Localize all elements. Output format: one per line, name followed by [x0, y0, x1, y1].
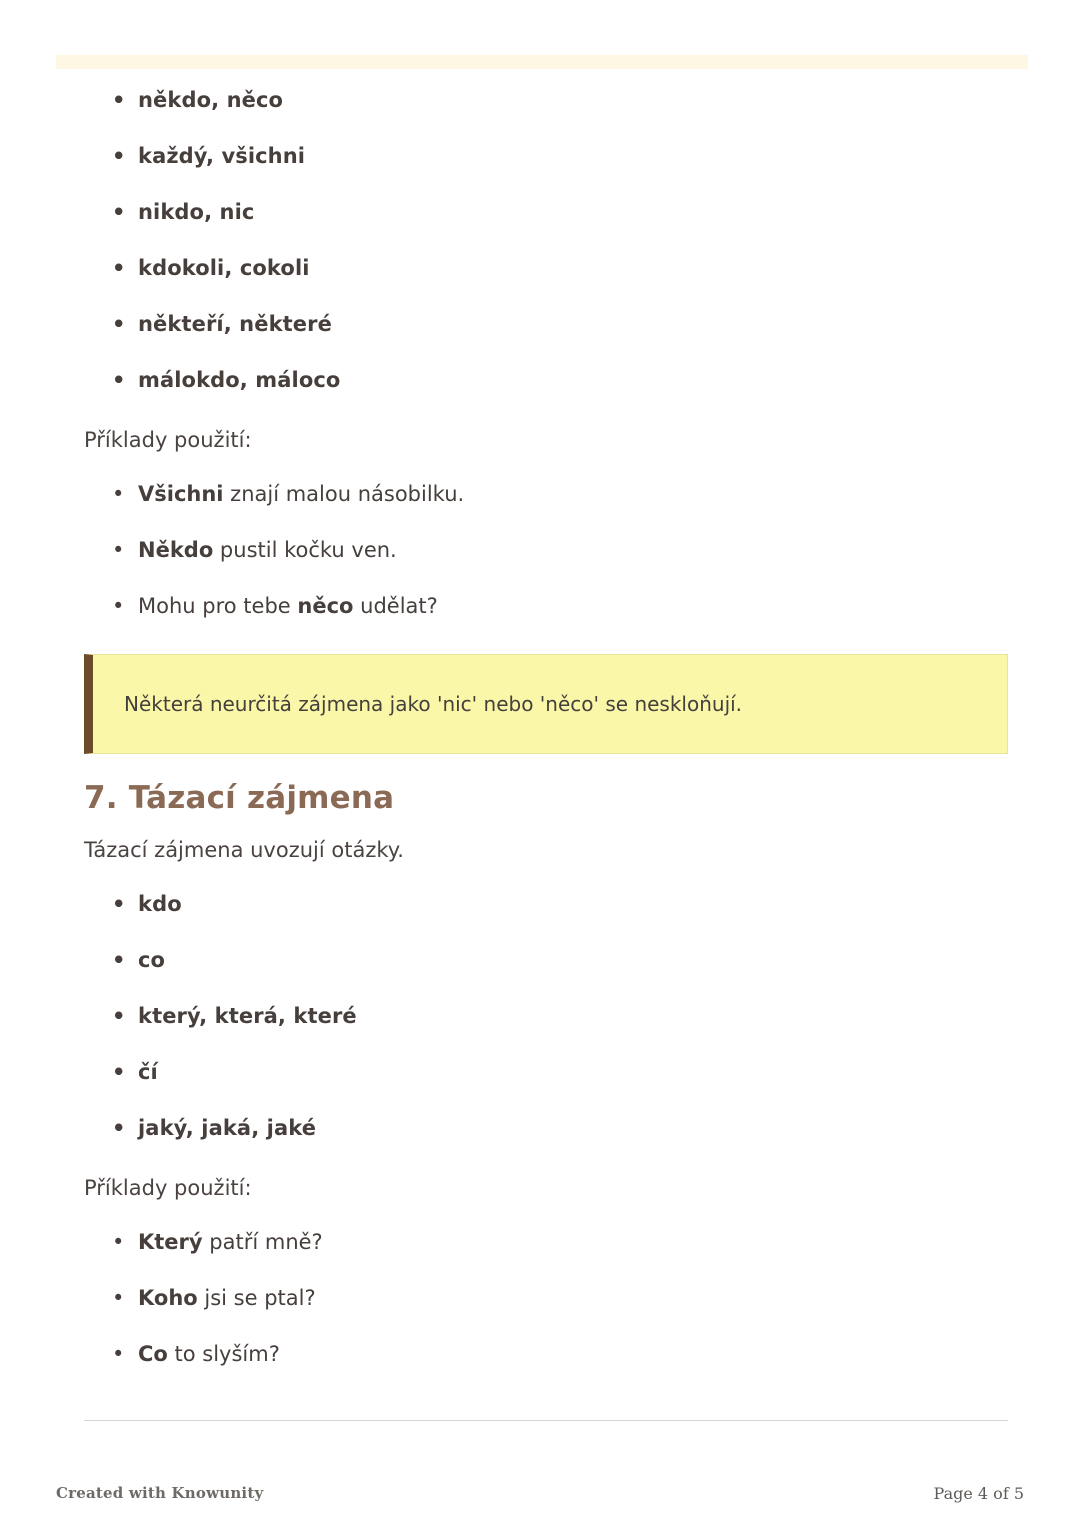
- examples-label-interrogative: Příklady použití:: [84, 1176, 252, 1200]
- list-item: [112, 932, 1008, 988]
- bullet-icon: •: [112, 368, 126, 392]
- examples-label-indefinite: Příklady použití:: [84, 428, 252, 452]
- example-text: pustil kočku ven.: [213, 538, 397, 562]
- example-text: znají malou násobilku.: [223, 482, 465, 506]
- footer-divider: [84, 1420, 1008, 1421]
- example-text: udělat?: [353, 594, 438, 618]
- list-item-label: který, která, které: [138, 1004, 357, 1028]
- list-item-label: málokdo, máloco: [138, 368, 341, 392]
- list-item-label: nikdo, nic: [138, 200, 255, 224]
- list-item-label: čí: [138, 1060, 158, 1084]
- footer-page-number: Page 4 of 5: [933, 1483, 1024, 1503]
- list-item-label: jaký, jaká, jaké: [138, 1116, 317, 1140]
- list-item-label: kdo: [138, 892, 182, 916]
- bullet-icon: •: [112, 1116, 126, 1140]
- list-item: [112, 1270, 1008, 1326]
- indefinite-examples-list: [84, 466, 1008, 634]
- bullet-icon: •: [112, 1004, 126, 1028]
- example-text-lead: Mohu pro tebe: [138, 594, 298, 618]
- example-keyword: něco: [297, 594, 354, 618]
- list-item: [112, 184, 1008, 240]
- page-footer: [56, 1481, 1024, 1505]
- list-item: [112, 1214, 1008, 1270]
- example-keyword: Který: [138, 1230, 203, 1254]
- list-item: [112, 988, 1008, 1044]
- list-item: [112, 1326, 1008, 1382]
- list-item-label: někdo, něco: [138, 88, 284, 112]
- list-item: [112, 72, 1008, 128]
- bullet-icon: •: [112, 256, 126, 280]
- footer-attribution: Created with Knowunity: [56, 1484, 264, 1502]
- bullet-icon: •: [112, 1060, 126, 1084]
- note-callout-text: Některá neurčitá zájmena jako 'nic' nebo 'něco' se neskloňují.: [124, 692, 743, 716]
- list-item: [112, 466, 1008, 522]
- list-item: [112, 578, 1008, 634]
- list-item-label: každý, všichni: [138, 144, 306, 168]
- bullet-icon: •: [112, 538, 125, 562]
- example-text: jsi se ptal?: [197, 1286, 316, 1310]
- bullet-icon: •: [112, 200, 126, 224]
- example-text: patří mně?: [202, 1230, 323, 1254]
- list-item-label: někteří, některé: [138, 312, 332, 336]
- list-item: [112, 1100, 1008, 1156]
- bullet-icon: •: [112, 144, 126, 168]
- list-item: [112, 240, 1008, 296]
- example-keyword: Koho: [138, 1286, 198, 1310]
- bullet-icon: •: [112, 482, 125, 506]
- section-intro-text: Tázací zájmena uvozují otázky.: [84, 838, 404, 862]
- bullet-icon: •: [112, 1342, 125, 1366]
- example-keyword: Všichni: [138, 482, 224, 506]
- list-item-label: co: [138, 948, 166, 972]
- interrogative-examples-list: [84, 1214, 1008, 1382]
- example-text: to slyším?: [167, 1342, 280, 1366]
- bullet-icon: •: [112, 1286, 125, 1310]
- bullet-icon: •: [112, 948, 126, 972]
- list-item: [112, 128, 1008, 184]
- list-item: [112, 296, 1008, 352]
- bullet-icon: •: [112, 594, 125, 618]
- bullet-icon: •: [112, 312, 126, 336]
- section-heading: 7. Tázací zájmena: [84, 780, 395, 816]
- page-content: [84, 72, 1008, 1421]
- list-item: [112, 1044, 1008, 1100]
- bullet-icon: •: [112, 1230, 125, 1254]
- example-keyword: Někdo: [138, 538, 214, 562]
- list-item: [112, 352, 1008, 408]
- list-item: [112, 522, 1008, 578]
- bullet-icon: •: [112, 892, 126, 916]
- bullet-icon: •: [112, 88, 126, 112]
- interrogative-pronouns-list: [84, 876, 1008, 1156]
- note-callout: [84, 654, 1008, 754]
- example-keyword: Co: [138, 1342, 168, 1366]
- list-item: [112, 876, 1008, 932]
- list-item-label: kdokoli, cokoli: [138, 256, 310, 280]
- page-top-band: [56, 55, 1028, 69]
- indefinite-pronouns-list: [84, 72, 1008, 408]
